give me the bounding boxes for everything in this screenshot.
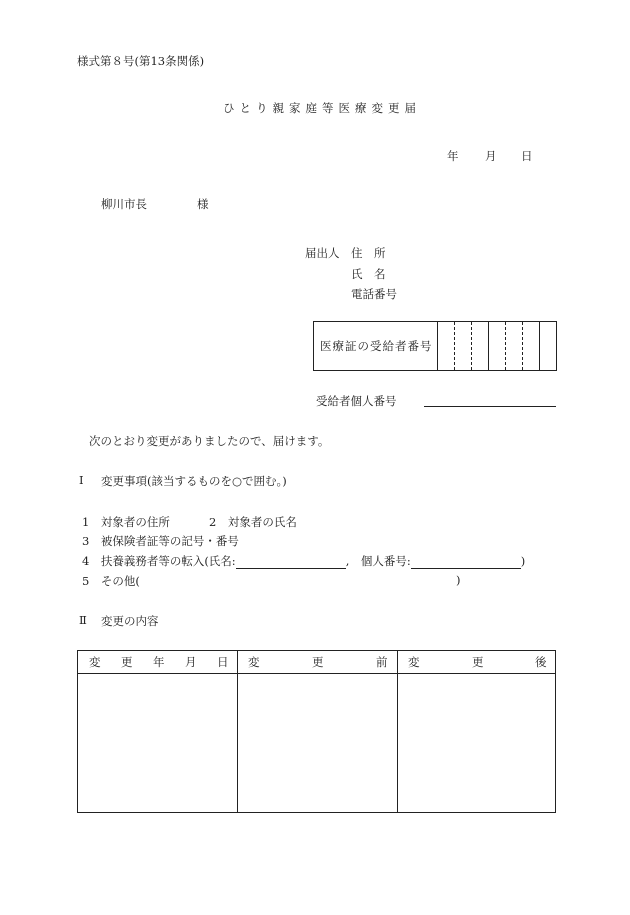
transfer-name-field[interactable] xyxy=(236,556,346,569)
day-label: 日 xyxy=(521,149,533,163)
header-char: 変 xyxy=(89,655,101,669)
recipient-number-label: 医療証の受給者番号 xyxy=(314,322,438,370)
transfer-suffix: ) xyxy=(520,554,526,568)
section-1-heading: 変更事項(該当するものを○で囲む。) xyxy=(101,474,287,488)
transfer-personal-number-field[interactable] xyxy=(411,556,521,569)
change-date-cell[interactable] xyxy=(78,674,236,812)
addressee-honorific: 様 xyxy=(197,197,209,211)
header-char: 後 xyxy=(535,655,547,669)
change-item-other-close: ) xyxy=(456,573,461,587)
year-label: 年 xyxy=(447,149,459,163)
header-char: 変 xyxy=(408,655,420,669)
header-char: 更 xyxy=(312,655,324,669)
change-details-table xyxy=(77,650,556,813)
page-title: ひとり親家庭等医療変更届 xyxy=(223,101,421,115)
intro-text: 次のとおり変更がありましたので、届けます。 xyxy=(89,434,330,448)
recipient-number-digit[interactable] xyxy=(540,322,556,370)
section-1-numeral: Ⅰ xyxy=(79,473,84,487)
change-item-other[interactable]: 5 その他( xyxy=(82,574,140,588)
before-change-cell[interactable] xyxy=(238,674,396,812)
header-char: 前 xyxy=(376,655,388,669)
recipient-number-digit[interactable] xyxy=(506,322,523,370)
recipient-number-digit[interactable] xyxy=(438,322,455,370)
notifier-phone-label: 電話番号 xyxy=(351,287,397,301)
after-change-cell[interactable] xyxy=(398,674,554,812)
recipient-number-digit[interactable] xyxy=(472,322,489,370)
notifier-name-label: 氏 名 xyxy=(351,267,386,281)
recipient-number-box xyxy=(313,321,557,371)
header-char: 年 xyxy=(153,655,165,669)
month-label: 月 xyxy=(485,149,497,163)
section-2-numeral: Ⅱ xyxy=(79,613,87,627)
header-after-change xyxy=(397,651,555,673)
recipient-number-digit[interactable] xyxy=(455,322,472,370)
header-before-change xyxy=(237,651,397,673)
change-item-insurance[interactable]: 3 被保険者証等の記号・番号 xyxy=(82,534,239,548)
notifier-address-label: 住 所 xyxy=(351,246,386,260)
personal-number-field[interactable] xyxy=(424,393,556,407)
transfer-prefix: 4 扶養義務者等の転入(氏名: xyxy=(82,554,236,568)
transfer-middle: , 個人番号: xyxy=(345,554,411,568)
header-char: 日 xyxy=(217,655,229,669)
personal-number-label: 受給者個人番号 xyxy=(316,394,397,408)
header-char: 月 xyxy=(185,655,197,669)
header-char: 更 xyxy=(472,655,484,669)
notifier-label: 届出人 xyxy=(305,246,340,260)
change-item-name[interactable]: 2 対象者の氏名 xyxy=(209,515,297,529)
form-number: 様式第８号(第13条関係) xyxy=(77,54,205,68)
change-item-address[interactable]: 1 対象者の住所 xyxy=(82,515,170,529)
recipient-number-digit[interactable] xyxy=(489,322,506,370)
recipient-number-digit[interactable] xyxy=(523,322,540,370)
addressee-name: 柳川市長 xyxy=(101,197,147,211)
section-2-heading: 変更の内容 xyxy=(101,614,159,628)
header-change-date xyxy=(78,651,237,673)
change-item-transfer[interactable] xyxy=(82,553,525,569)
header-char: 変 xyxy=(248,655,260,669)
header-char: 更 xyxy=(121,655,133,669)
